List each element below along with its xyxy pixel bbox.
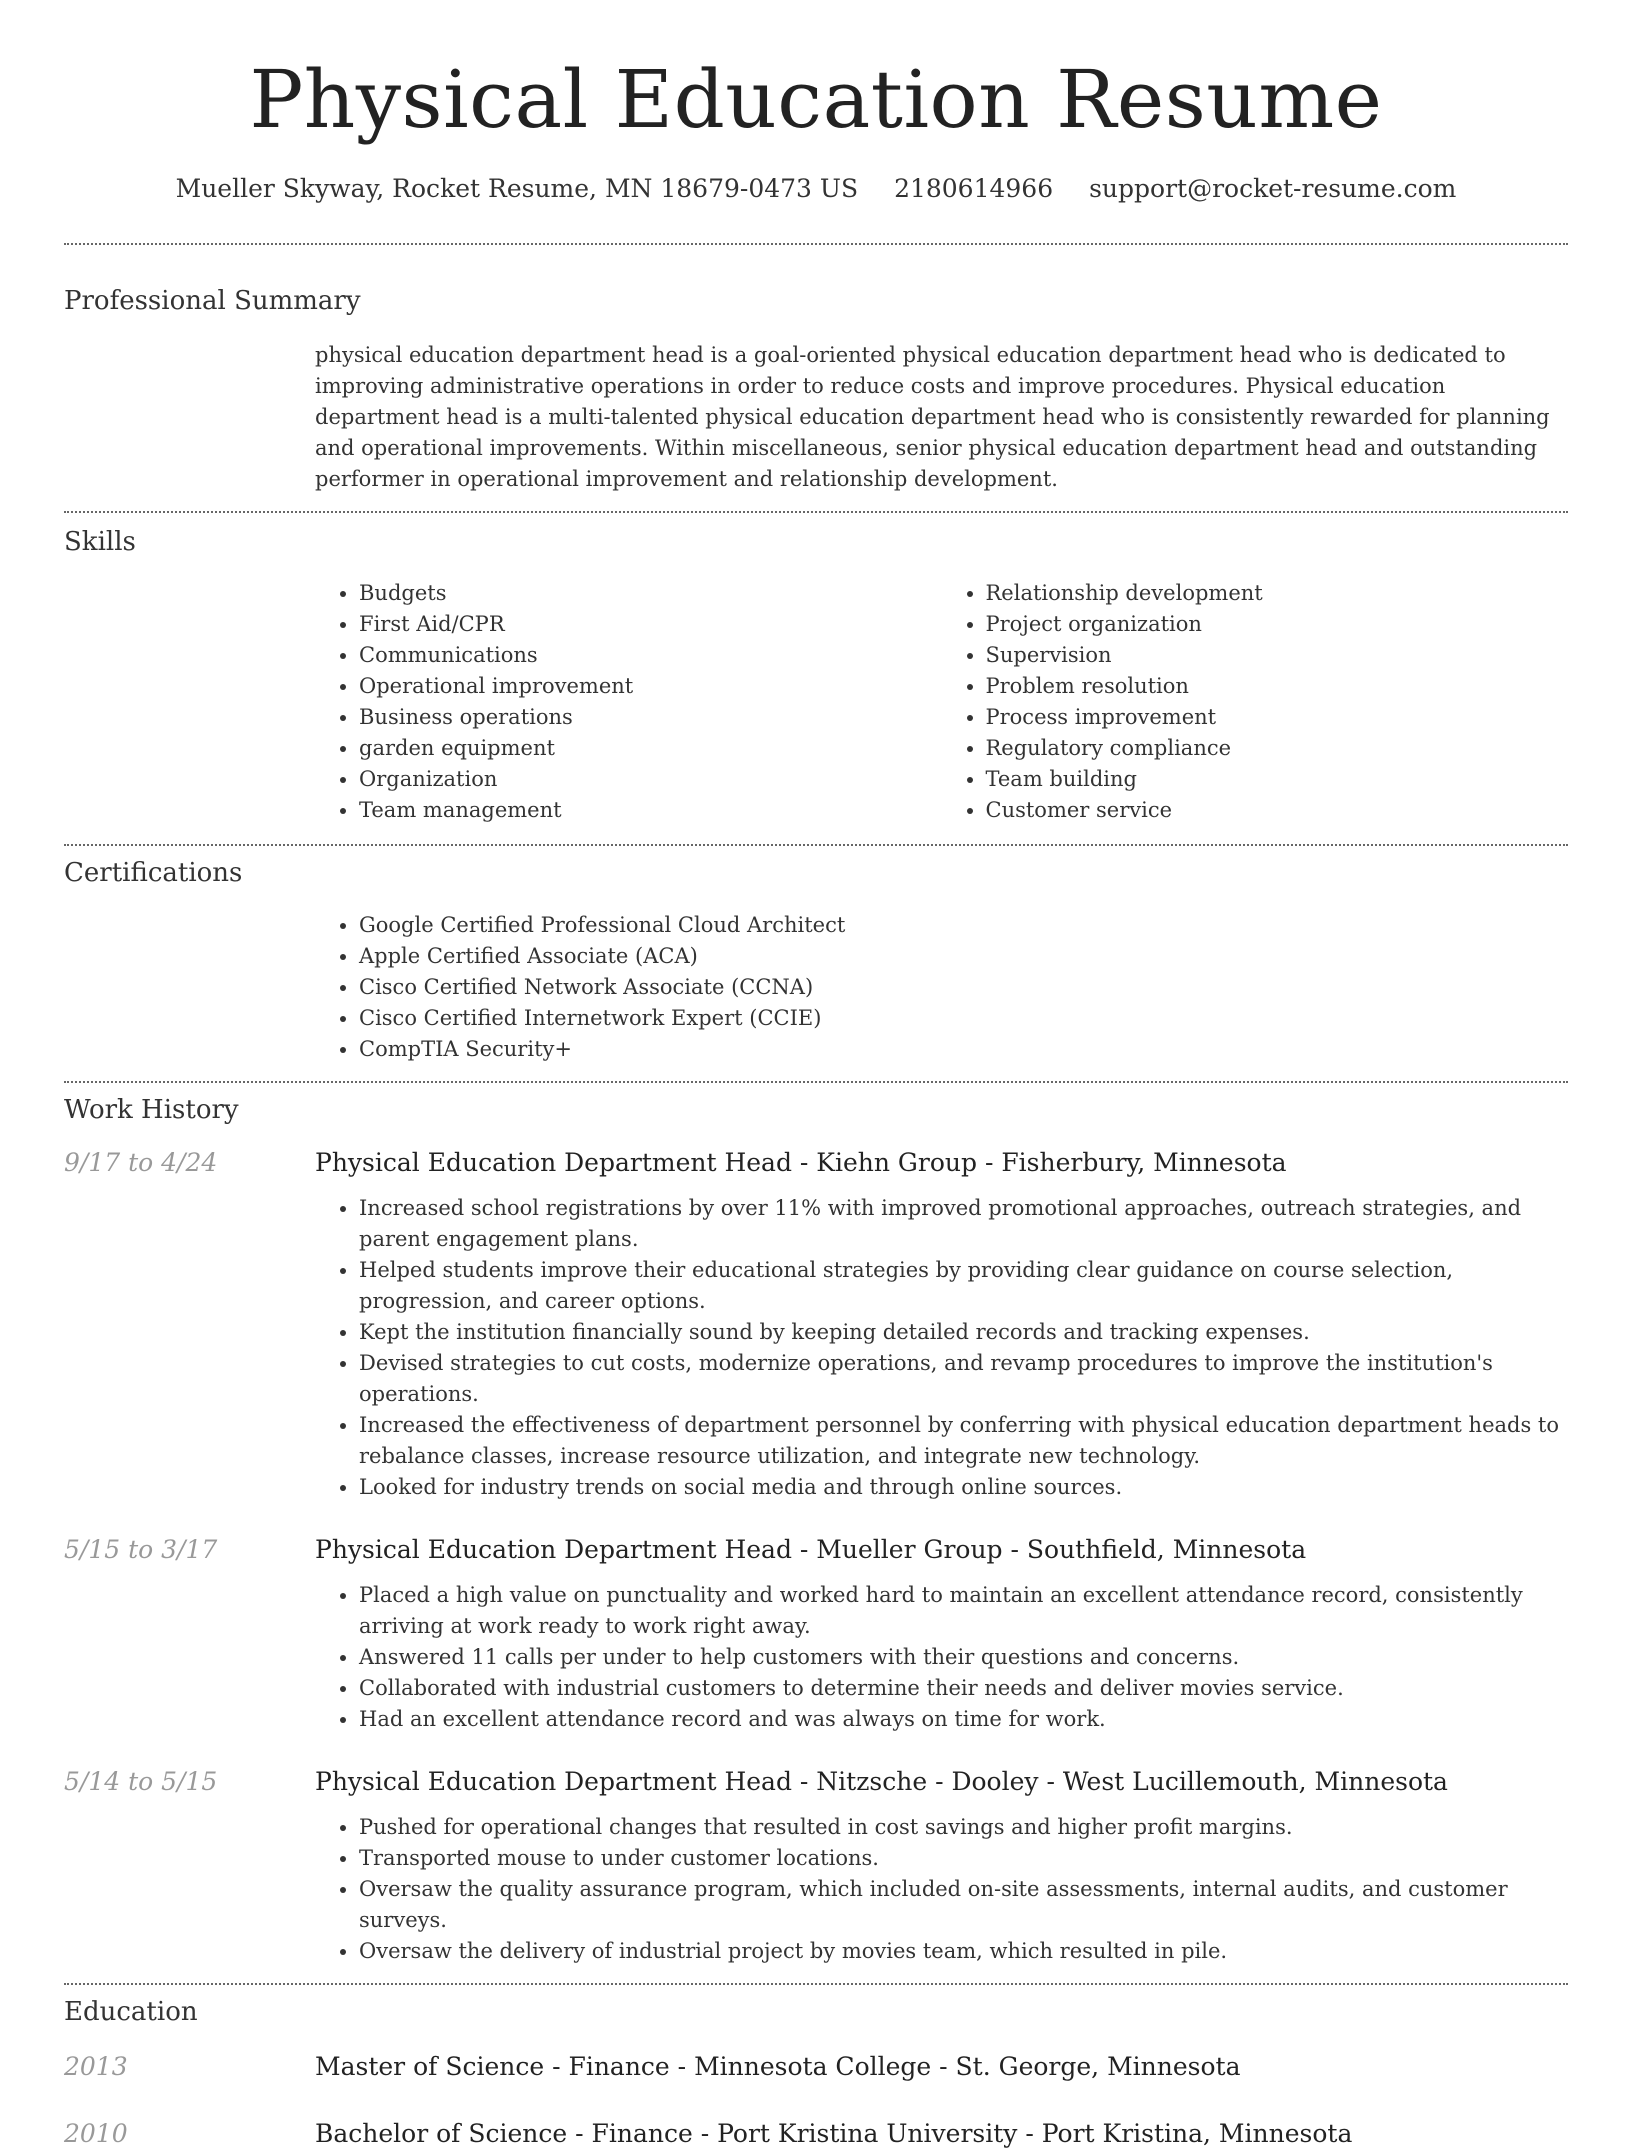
job-entry (64, 1765, 1568, 1967)
job-bullets (315, 1193, 1568, 1503)
job-bullet: • Pushed for operational changes that resulted in cost savings and higher profit margins. (359, 1812, 1568, 1843)
education-title: Master of Science - Finance - Minnesota College - St. George, Minnesota (315, 2052, 1241, 2081)
job-bullet: • Oversaw the delivery of industrial project by movies team, which resulted in pile. (359, 1936, 1568, 1967)
skill-item: • Project organization (986, 609, 1569, 640)
skill-item: • Budgets (359, 578, 942, 609)
skills-list-right (942, 578, 1569, 826)
skills-section (64, 525, 1568, 826)
skill-item: • Customer service (986, 795, 1569, 826)
education-entry (64, 2117, 1568, 2151)
skill-item: • Supervision (986, 640, 1569, 671)
certifications-list (315, 910, 1568, 1065)
job-bullet: • Oversaw the quality assurance program, which included on-site assessments, internal audits, and customer surveys. (359, 1874, 1568, 1936)
certification-item: • Cisco Certified Network Associate (CCNA) (359, 972, 1568, 1003)
job-bullets (315, 1812, 1568, 1967)
skill-item: • Relationship development (986, 578, 1569, 609)
skill-item: • Regulatory compliance (986, 733, 1569, 764)
work-heading: Work History (64, 1095, 239, 1125)
job-title: Physical Education Department Head - Mueller Group - Southfield, Minnesota (315, 1535, 1307, 1564)
job-bullet: • Increased school registrations by over 11% with improved promotional approaches, outreach strategies, and parent engagement plans. (359, 1193, 1568, 1255)
contact-email: support@rocket-resume.com (1089, 174, 1457, 203)
job-bullet: • Transported mouse to under customer locations. (359, 1843, 1568, 1874)
certification-item: • Cisco Certified Internetwork Expert (CCIE) (359, 1003, 1568, 1034)
job-dates: 5/14 to 5/15 (64, 1767, 218, 1796)
job-bullet: • Devised strategies to cut costs, modernize operations, and revamp procedures to improve the institution's operations. (359, 1348, 1568, 1410)
job-bullet: • Helped students improve their educational strategies by providing clear guidance on course selection, progression, and career options. (359, 1255, 1568, 1317)
summary-text: physical education department head is a goal-oriented physical education department head who is dedicated to improving administrative operations in order to reduce costs and improve procedures. Physical education department head is a multi-talented physical education department head who is consistently rewarded for planning and operational improvements. Within miscellaneous, senior physical education department head and outstanding performer in operational improvement and relationship development. (315, 343, 1550, 491)
job-entry (64, 1146, 1568, 1503)
job-bullet: • Looked for industry trends on social media and through online sources. (359, 1472, 1568, 1503)
skill-item: • Communications (359, 640, 942, 671)
skill-item: • Process improvement (986, 702, 1569, 733)
education-year: 2010 (64, 2119, 128, 2148)
contact-address: Mueller Skyway, Rocket Resume, MN 18679-0473 US (175, 174, 859, 203)
job-bullet: • Collaborated with industrial customers to determine their needs and deliver movies service. (359, 1673, 1568, 1704)
divider (64, 844, 1568, 846)
contact-line (64, 172, 1568, 206)
job-title: Physical Education Department Head - Kiehn Group - Fisherbury, Minnesota (315, 1148, 1287, 1177)
certification-item: • Apple Certified Associate (ACA) (359, 941, 1568, 972)
skills-heading: Skills (64, 527, 136, 557)
education-year: 2013 (64, 2052, 128, 2081)
divider (64, 1081, 1568, 1083)
job-bullet: • Kept the institution financially sound by keeping detailed records and tracking expenses. (359, 1317, 1568, 1348)
job-bullet: • Increased the effectiveness of department personnel by conferring with physical education department heads to rebalance classes, increase resource utilization, and integrate new technology. (359, 1410, 1568, 1472)
resume-page (64, 0, 1568, 2151)
divider (64, 243, 1568, 245)
skill-item: • Operational improvement (359, 671, 942, 702)
certification-item: • Google Certified Professional Cloud Architect (359, 910, 1568, 941)
skill-item: • garden equipment (359, 733, 942, 764)
job-bullet: • Had an excellent attendance record and was always on time for work. (359, 1704, 1568, 1735)
resume-title: Physical Education Resume (249, 53, 1383, 146)
education-heading: Education (64, 1997, 198, 2027)
job-entry (64, 1533, 1568, 1735)
work-section (64, 1093, 1568, 1967)
skill-item: • Team building (986, 764, 1569, 795)
skill-item: • Organization (359, 764, 942, 795)
skill-item: • First Aid/CPR (359, 609, 942, 640)
divider (64, 1983, 1568, 1985)
job-bullet: • Answered 11 calls per under to help customers with their questions and concerns. (359, 1642, 1568, 1673)
summary-section (64, 284, 1568, 495)
education-section (64, 1995, 1568, 2151)
education-title: Bachelor of Science - Finance - Port Kristina University - Port Kristina, Minnesota (315, 2119, 1353, 2148)
contact-phone: 2180614966 (894, 174, 1054, 203)
certifications-section (64, 856, 1568, 1065)
skill-item: • Business operations (359, 702, 942, 733)
certification-item: • CompTIA Security+ (359, 1034, 1568, 1065)
education-entry (64, 2050, 1568, 2084)
skill-item: • Problem resolution (986, 671, 1569, 702)
certifications-heading: Certifications (64, 858, 243, 888)
job-dates: 5/15 to 3/17 (64, 1535, 218, 1564)
skills-list-left (315, 578, 942, 826)
skill-item: • Team management (359, 795, 942, 826)
summary-heading: Professional Summary (64, 286, 361, 316)
job-bullets (315, 1580, 1568, 1735)
job-dates: 9/17 to 4/24 (64, 1148, 218, 1177)
job-title: Physical Education Department Head - Nitzsche - Dooley - West Lucillemouth, Minnesota (315, 1767, 1448, 1796)
job-bullet: • Placed a high value on punctuality and worked hard to maintain an excellent attendance record, consistently arriving at work ready to work right away. (359, 1580, 1568, 1642)
divider (64, 511, 1568, 513)
